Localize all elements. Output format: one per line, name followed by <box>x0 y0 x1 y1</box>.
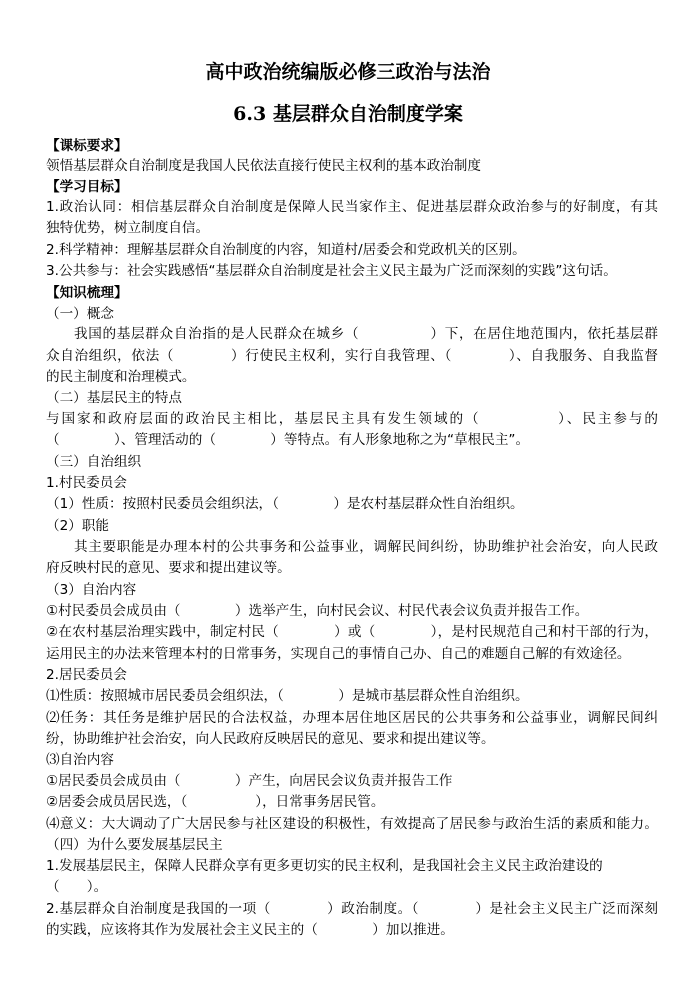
features-line-2: （ ）、管理活动的（ ）等特点。有人形象地称之为“草根民主”。 <box>46 432 530 448</box>
village-content-heading: （3）自治内容 <box>46 582 137 598</box>
subheading-features: （二）基层民主的特点 <box>46 390 182 406</box>
concept-line-2: 众自治组织，依法（ ）行使民主权利，实行自我管理、（ ）、自我服务、自我监督 <box>46 348 658 364</box>
resident-content-heading: ⑶自治内容 <box>46 752 114 768</box>
section-heading-objectives: 【学习目标】 <box>46 179 128 195</box>
section-heading-curriculum: 【课标要求】 <box>46 138 128 154</box>
resident-task-line-2: 纷，协助维护社会治安，向人民政府反映居民的意见、要求和提出建议等。 <box>46 731 495 747</box>
village-function-heading: （2）职能 <box>46 518 110 534</box>
resident-significance: ⑷意义：大大调动了广大居民参与社区建设的积极性，有效提高了居民参与政治生活的素质和能力。 <box>46 816 658 832</box>
subheading-why-develop: （四）为什么要发展基层民主 <box>46 837 223 853</box>
village-function-line-1: 其主要职能是办理本村的公共事务和公益事业，调解民间纠纷，协助维护社会治安，向人民政 <box>74 539 658 555</box>
document-subtitle: 6.3 基层群众自治制度学案 <box>233 103 463 125</box>
subheading-concept: （一）概念 <box>46 306 114 322</box>
village-content-2-line-1: ②在农村基层治理实践中，制定村民（ ）或（ ），是村民规范自己和村干部的行为， <box>46 624 658 640</box>
resident-nature: ⑴性质：按照城市居民委员会组织法，（ ）是城市基层群众性自治组织。 <box>46 688 529 704</box>
objective-3: 3.公共参与：社会实践感悟“基层群众自治制度是社会主义民主最为广泛而深刻的实践”这句话。 <box>46 263 617 279</box>
why-1-line-1: 1.发展基层民主，保障人民群众享有更多更切实的民主权利，是我国社会主义民主政治建设的 <box>46 858 603 874</box>
why-1-line-2: （ ）。 <box>46 879 108 895</box>
resident-content-2: ②居委会成员居民选，（ ），日常事务居民管。 <box>46 794 385 810</box>
why-2-line-2: 的实践，应该将其作为发展社会主义民主的（ ）加以推进。 <box>46 922 454 938</box>
document-title: 高中政治统编版必修三政治与法治 <box>205 61 491 83</box>
village-content-2-line-2: 运用民主的办法来管理本村的日常事务，实现自己的事情自己办、自己的难题自己解的有效途径。 <box>46 646 631 662</box>
objective-1-line-1: 1.政治认同：相信基层群众自治制度是保障人民当家作主、促进基层群众政治参与的好制度，有其 <box>46 199 658 215</box>
concept-line-1: 我国的基层群众自治指的是人民群众在城乡（ ）下，在居住地范围内，依托基层群 <box>74 326 658 342</box>
resident-content-1: ①居民委员会成员由（ ）产生，向居民会议负责并报告工作 <box>46 773 453 789</box>
curriculum-text: 领悟基层群众自治制度是我国人民依法直接行使民主权利的基本政治制度 <box>46 158 481 174</box>
objective-1-line-2: 独特优势，树立制度自信。 <box>46 220 210 236</box>
resident-committee-heading: 2.居民委员会 <box>46 667 127 683</box>
village-committee-heading: 1.村民委员会 <box>46 475 127 491</box>
concept-line-3: 的民主制度和治理模式。 <box>46 369 196 385</box>
objective-2: 2.科学精神：理解基层群众自治制度的内容，知道村/居委会和党政机关的区别。 <box>46 242 526 258</box>
resident-task-line-1: ⑵任务：其任务是维护居民的合法权益，办理本居住地区居民的公共事务和公益事业，调解民间纠 <box>46 710 658 726</box>
village-function-line-2: 府反映村民的意见、要求和提出建议等。 <box>46 560 291 576</box>
section-heading-knowledge: 【知识梳理】 <box>46 285 128 301</box>
features-line-1: 与国家和政府层面的政治民主相比，基层民主具有发生领域的（ ）、民主参与的 <box>46 411 658 427</box>
subheading-organizations: （三）自治组织 <box>46 454 142 470</box>
village-content-1: ①村民委员会成员由（ ）选举产生，向村民会议、村民代表会议负责并报告工作。 <box>46 603 589 619</box>
why-2-line-1: 2.基层群众自治制度是我国的一项（ ）政治制度。（ ）是社会主义民主广泛而深刻 <box>46 901 658 917</box>
village-nature: （1）性质：按照村民委员会组织法，（ ）是农村基层群众性自治组织。 <box>46 496 524 512</box>
